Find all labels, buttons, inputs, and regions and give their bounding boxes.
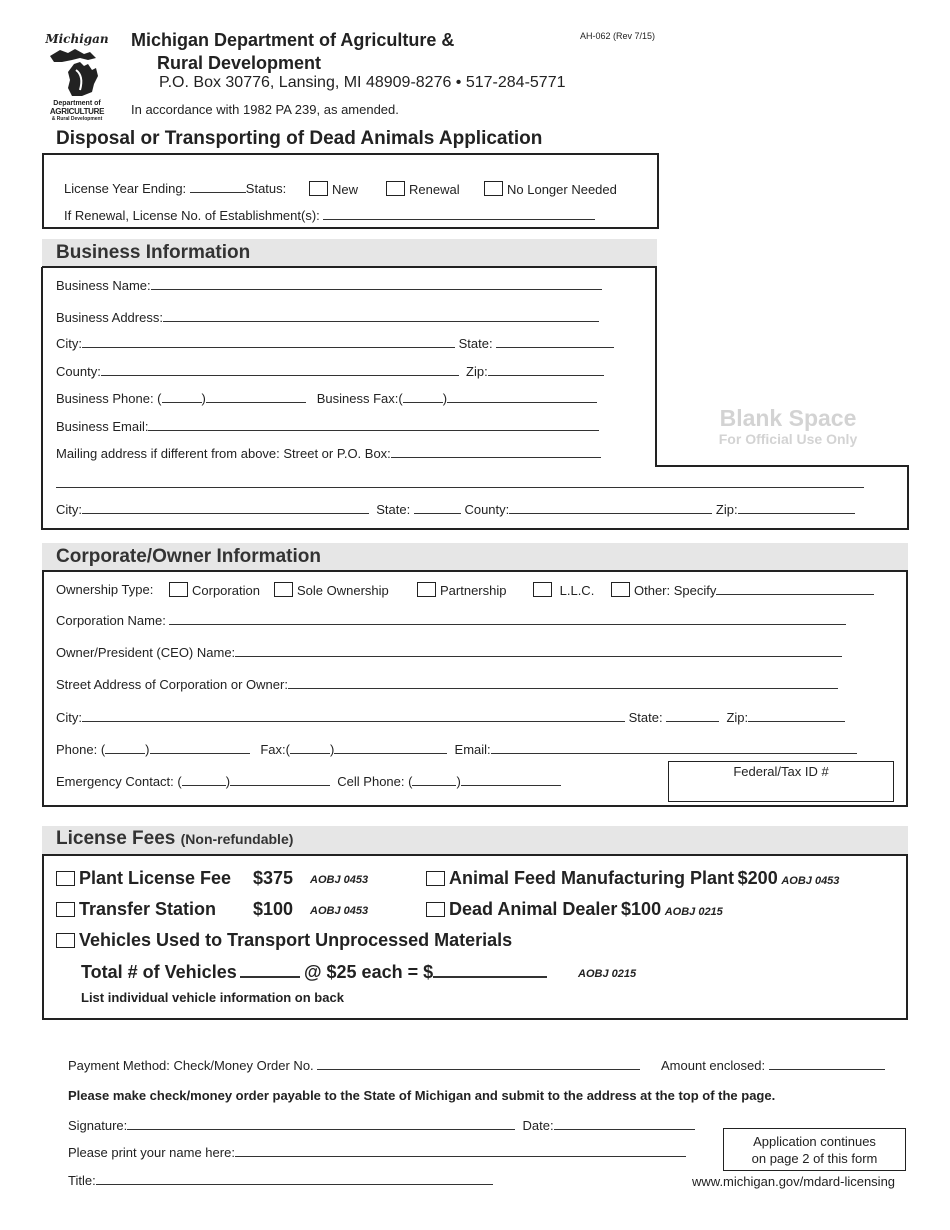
dead-animal-dealer-fee: $100 <box>621 899 662 919</box>
corp-phone-label: Phone: ( <box>56 742 106 757</box>
agency-name-line2: Rural Development <box>157 53 322 73</box>
total-vehicles-field[interactable] <box>240 962 300 978</box>
corp-zip-label: Zip: <box>726 710 749 725</box>
each-fee-label: @ $25 each = $ <box>303 962 434 982</box>
corp-city-row <box>56 710 845 725</box>
transfer-station-fee: $100 <box>253 899 294 919</box>
mailing-city-label: City: <box>56 502 82 517</box>
business-state-label: State: <box>458 336 493 351</box>
license-fees-heading <box>42 826 908 854</box>
official-use-title: Blank Space <box>719 405 857 431</box>
renewal-label: Renewal <box>409 182 460 197</box>
check-number-field[interactable] <box>317 1058 640 1070</box>
business-email-label: Business Email: <box>56 419 149 434</box>
title-label: Title: <box>68 1173 96 1188</box>
status-option-new[interactable] <box>309 181 358 197</box>
business-county-label: County: <box>56 364 101 379</box>
business-zip-label: Zip: <box>466 364 488 379</box>
total-vehicles-row <box>81 962 547 983</box>
corporate-info-heading: Corporate/Owner Information <box>42 543 908 570</box>
business-fax-field[interactable] <box>447 391 597 403</box>
mailing-state-field[interactable] <box>414 502 461 514</box>
year-ending-field[interactable] <box>190 181 246 193</box>
status-option-renewal[interactable] <box>386 181 460 197</box>
corp-street-row <box>56 677 838 692</box>
corp-email-field[interactable] <box>491 742 857 754</box>
business-address-row <box>56 310 599 325</box>
ownership-other[interactable] <box>611 582 874 598</box>
emergency-area-field[interactable] <box>182 774 226 786</box>
partnership-label: Partnership <box>440 583 507 598</box>
date-label: Date: <box>522 1118 554 1133</box>
date-field[interactable] <box>554 1118 695 1130</box>
feed-plant-label: Animal Feed Manufacturing Plant <box>449 868 735 888</box>
feed-plant-checkbox[interactable] <box>426 871 445 886</box>
plant-license-code: AOBJ 0453 <box>310 874 369 886</box>
business-fax-area-field[interactable] <box>403 391 443 403</box>
license-status-row <box>64 181 286 196</box>
llc-checkbox[interactable] <box>533 582 552 597</box>
logo-line1: Department of <box>53 100 101 107</box>
vehicles-label: Vehicles Used to Transport Unprocessed Materials <box>79 930 513 950</box>
no-longer-needed-checkbox[interactable] <box>484 181 503 196</box>
business-name-field[interactable] <box>151 278 602 290</box>
logo-line3: & Rural Development <box>51 116 103 122</box>
corp-fax-label: Fax:( <box>260 742 290 757</box>
amount-enclosed-row <box>661 1058 885 1073</box>
new-checkbox[interactable] <box>309 181 328 196</box>
title-row <box>68 1173 493 1188</box>
business-name-label: Business Name: <box>56 278 151 293</box>
emergency-contact-label: Emergency Contact: ( <box>56 774 182 789</box>
license-fees-note: (Non-refundable) <box>180 831 294 847</box>
renewal-checkbox[interactable] <box>386 181 405 196</box>
mailing-address-line2[interactable] <box>56 476 864 488</box>
vehicles-checkbox[interactable] <box>56 933 75 948</box>
vehicles-code: AOBJ 0215 <box>578 968 637 980</box>
mailing-zip-field[interactable] <box>738 502 855 514</box>
corp-state-field[interactable] <box>666 710 719 722</box>
corp-zip-field[interactable] <box>748 710 845 722</box>
business-phone-row: Business Phone: ( ) Business Fax:( ) <box>56 391 597 406</box>
renewal-license-field[interactable] <box>323 208 595 220</box>
new-label: New <box>332 182 359 197</box>
mailing-zip-label: Zip: <box>715 502 738 517</box>
renewal-license-row <box>64 208 595 223</box>
total-vehicles-label: Total # of Vehicles <box>81 962 237 982</box>
business-county-field[interactable] <box>101 364 459 376</box>
plant-license-checkbox[interactable] <box>56 871 75 886</box>
print-name-label: Please print your name here: <box>68 1145 235 1160</box>
other-specify-field[interactable] <box>716 583 874 595</box>
transfer-station-option[interactable] <box>56 899 216 920</box>
owner-name-label: Owner/President (CEO) Name: <box>56 645 236 660</box>
dead-animal-dealer-code: AOBJ 0215 <box>664 906 723 918</box>
license-fees-title: License Fees <box>56 828 176 849</box>
amount-enclosed-label: Amount enclosed: <box>661 1058 766 1073</box>
sole-ownership-label: Sole Ownership <box>297 583 389 598</box>
corporation-checkbox[interactable] <box>169 582 188 597</box>
status-label: Status: <box>245 181 287 196</box>
emergency-contact-row: Emergency Contact: ( ) Cell Phone: ( ) <box>56 774 561 789</box>
other-checkbox[interactable] <box>611 582 630 597</box>
vehicles-note: List individual vehicle information on back <box>81 990 344 1005</box>
transfer-station-label: Transfer Station <box>79 899 217 919</box>
feed-plant-fee: $200 <box>737 868 778 888</box>
mailing-city-row <box>56 502 855 517</box>
title-field[interactable] <box>96 1173 493 1185</box>
signature-label: Signature: <box>68 1118 128 1133</box>
federal-tax-id-box[interactable] <box>668 761 894 802</box>
ownership-sole[interactable] <box>274 582 389 598</box>
agency-name-line1: Michigan Department of Agriculture & <box>131 30 455 50</box>
cell-phone-label: Cell Phone: ( <box>337 774 413 789</box>
plant-license-option[interactable] <box>56 868 231 889</box>
business-city-field[interactable] <box>82 336 455 348</box>
partnership-checkbox[interactable] <box>417 582 436 597</box>
status-option-no-longer-needed[interactable] <box>484 181 617 197</box>
website-link[interactable]: www.michigan.gov/mdard-licensing <box>692 1174 896 1189</box>
corporation-name-row <box>56 613 846 628</box>
llc-label: L.L.C. <box>559 583 595 598</box>
transfer-station-code: AOBJ 0453 <box>310 905 369 917</box>
corp-state-label: State: <box>628 710 663 725</box>
business-state-field[interactable] <box>496 336 614 348</box>
business-email-field[interactable] <box>148 419 599 431</box>
mailing-address-row <box>56 446 601 461</box>
dead-animal-dealer-checkbox[interactable] <box>426 902 445 917</box>
vehicles-total-field[interactable] <box>433 962 547 978</box>
corp-street-label: Street Address of Corporation or Owner: <box>56 677 288 692</box>
mailing-address-field[interactable] <box>391 446 601 458</box>
business-phone-field[interactable] <box>206 391 306 403</box>
official-use-subtitle: For Official Use Only <box>718 431 858 447</box>
business-city-row <box>56 336 614 351</box>
print-name-row <box>68 1145 686 1160</box>
vehicles-option[interactable] <box>56 930 512 951</box>
corp-phone-row: Phone: ( ) Fax:( ) Email: <box>56 742 857 757</box>
plant-license-label: Plant License Fee <box>79 868 232 888</box>
corporation-label: Corporation <box>192 583 260 598</box>
mdard-logo <box>44 32 110 124</box>
business-name-row <box>56 278 602 293</box>
business-email-row <box>56 419 599 434</box>
dead-animal-dealer-option[interactable] <box>426 899 723 920</box>
michigan-map-icon <box>44 46 110 100</box>
ownership-type-row <box>56 582 153 597</box>
ownership-partnership[interactable] <box>417 582 506 598</box>
business-city-label: City: <box>56 336 82 351</box>
business-address-field[interactable] <box>163 310 599 322</box>
agency-address: P.O. Box 30776, Lansing, MI 48909-8276 • 517-284-5771 <box>159 74 566 91</box>
feed-plant-code: AOBJ 0453 <box>781 875 840 887</box>
federal-tax-id-label: Federal/Tax ID # <box>733 764 829 779</box>
emergency-phone-field[interactable] <box>230 774 330 786</box>
payment-method-row <box>68 1058 640 1073</box>
signature-row <box>68 1118 695 1133</box>
ownership-type-label: Ownership Type: <box>56 582 154 597</box>
legal-authority: In accordance with 1982 PA 239, as amended. <box>131 102 399 117</box>
transfer-station-checkbox[interactable] <box>56 902 75 917</box>
owner-name-row <box>56 645 842 660</box>
corp-phone-field[interactable] <box>150 742 250 754</box>
business-phone-label: Business Phone: ( <box>56 391 162 406</box>
corporation-name-label: Corporation Name: <box>56 613 166 628</box>
business-zip-field[interactable] <box>488 364 604 376</box>
logo-line2: AGRICULTURE <box>49 107 105 116</box>
corp-city-label: City: <box>56 710 82 725</box>
signature-field[interactable] <box>127 1118 515 1130</box>
no-longer-needed-label: No Longer Needed <box>507 182 617 197</box>
mailing-state-label: State: <box>376 502 411 517</box>
cell-phone-field[interactable] <box>461 774 561 786</box>
other-label: Other: Specify <box>634 583 717 598</box>
amount-enclosed-field[interactable] <box>769 1058 885 1070</box>
corporation-name-field[interactable] <box>169 613 846 625</box>
corp-street-field[interactable] <box>288 677 838 689</box>
continues-line2: on page 2 of this form <box>751 1151 878 1166</box>
corp-city-field[interactable] <box>82 710 625 722</box>
payment-method-label: Payment Method: Check/Money Order No. <box>68 1058 314 1073</box>
print-name-field[interactable] <box>235 1145 686 1157</box>
corp-fax-area-field[interactable] <box>290 742 330 754</box>
year-ending-label: License Year Ending: <box>64 181 187 196</box>
mailing-city-field[interactable] <box>82 502 369 514</box>
business-address-label: Business Address: <box>56 310 163 325</box>
business-county-row <box>56 364 604 379</box>
cell-area-field[interactable] <box>412 774 456 786</box>
business-phone-area-field[interactable] <box>162 391 202 403</box>
owner-name-field[interactable] <box>235 645 842 657</box>
mailing-address-label: Mailing address if different from above: Street or P.O. Box: <box>56 446 391 461</box>
payment-instruction: Please make check/money order payable to the State of Michigan and submit to the address at the top of the page. <box>68 1088 776 1103</box>
plant-license-fee: $375 <box>253 868 294 888</box>
continues-line1: Application continues <box>753 1134 876 1149</box>
ownership-corporation[interactable] <box>169 582 260 598</box>
corp-fax-field[interactable] <box>334 742 447 754</box>
business-fax-label: Business Fax:( <box>316 391 403 406</box>
renewal-license-label: If Renewal, License No. of Establishment(s): <box>64 208 320 223</box>
mailing-county-label: County: <box>464 502 510 517</box>
form-title: Disposal or Transporting of Dead Animals Application <box>56 128 543 149</box>
logo-script-text: Michigan <box>45 32 109 46</box>
continues-notice-box <box>723 1128 906 1171</box>
sole-ownership-checkbox[interactable] <box>274 582 293 597</box>
mailing-county-field[interactable] <box>509 502 712 514</box>
business-info-heading: Business Information <box>42 239 657 266</box>
ownership-llc[interactable] <box>533 582 594 598</box>
dead-animal-dealer-label: Dead Animal Dealer <box>449 899 618 919</box>
corp-email-label: Email: <box>454 742 491 757</box>
corp-phone-area-field[interactable] <box>105 742 145 754</box>
feed-plant-option[interactable] <box>426 868 839 889</box>
form-number: AH-062 (Rev 7/15) <box>580 31 656 41</box>
